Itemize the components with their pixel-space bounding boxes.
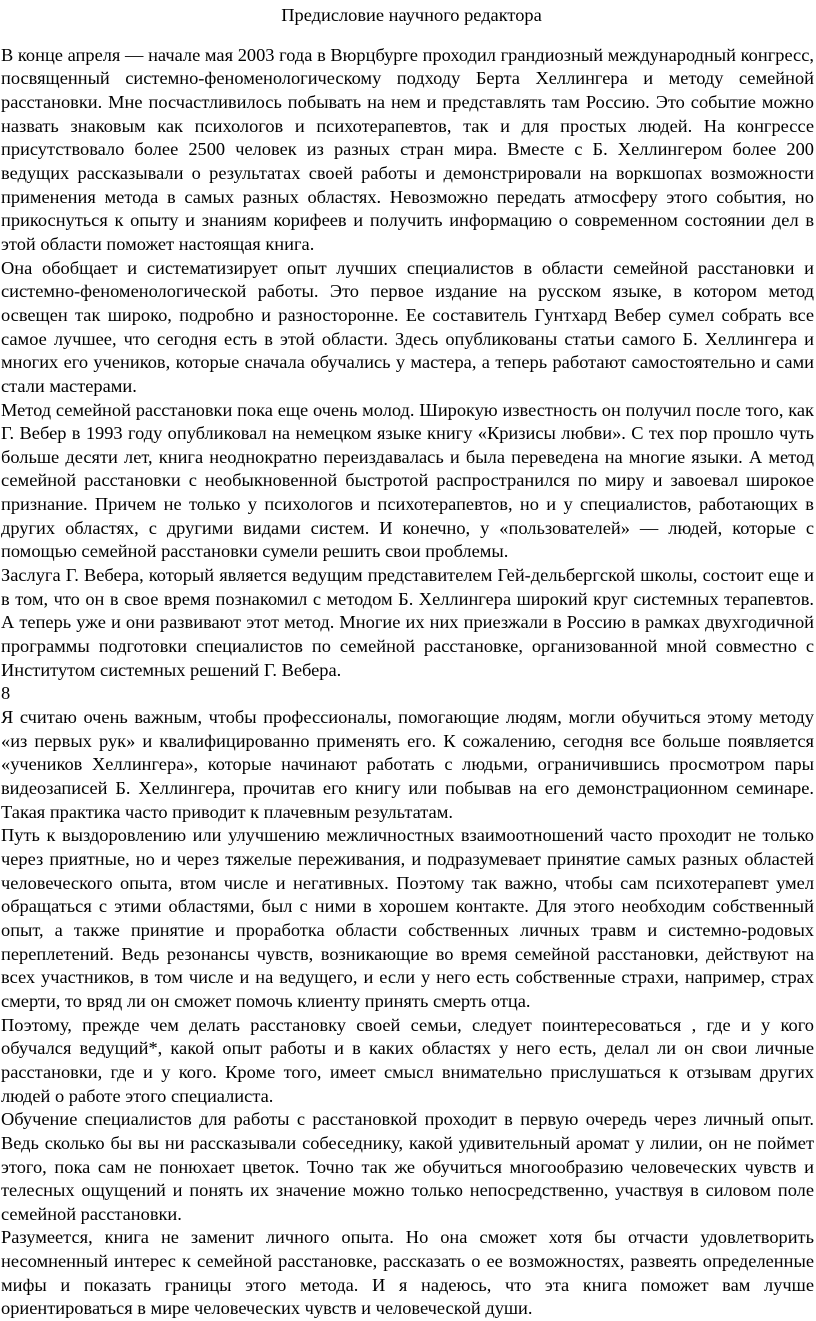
paragraph-2: Она обобщает и систематизирует опыт лучших специалистов в области семейной расстановки и системно-феноменологической работы. Это первое издание на русском языке, в котором метод освещен так широко, подробно и разносторонне. Ее составитель Гунтхард Вебер сумел собрать все самое лучшее, что сегодня есть в этой области. Здесь опубликованы статьи самого Б. Хеллингера и многих его учеников, которые сначала обучались у мастера, а теперь работают самостоятельно и сами стали мастерами. xyxy=(1,257,814,396)
paragraph-5: Я считаю очень важным, чтобы профессионалы, помогающие людям, могли обучиться этому методу «из первых рук» и квалифицированно применять его. К сожалению, сегодня все больше появляется «учеников Хеллингера», которые начинают работать с людьми, ограничившись просмотром пары видеозаписей Б. Хеллингера, прочитав его книгу или побывав на его демонстрационном семинаре. Такая практика часто приводит к плачевным результатам. xyxy=(1,707,814,822)
paragraph-4: Заслуга Г. Вебера, который является ведущим представителем Гей-дельбергской школы, состоит еще и в том, что он в свое время познакомил с методом Б. Хеллингера широкий круг системных терапевтов. А теперь уже и они развивают этот метод. Многие их них приезжали в Россию в рамках двухгодичной программы подготовки специалистов по семейной расстановке, организованной мной совместно с Институтом системных решений Г. Вебера. xyxy=(1,565,814,680)
paragraph-9: Разумеется, книга не заменит личного опыта. Но она сможет хотя бы отчасти удовлетворить несомненный интерес к семейной расстановке, рассказать о ее возможностях, развеять определенные мифы и показать границы этого метода. И я надеюсь, что эта книга поможет вам лучше ориентироваться в мире человеческих чувств и человеческой души. xyxy=(1,1227,814,1319)
page-number: 8 xyxy=(1,683,11,704)
document-page xyxy=(1,4,814,1321)
paragraph-6: Путь к выздоровлению или улучшению межличностных взаимоотношений часто проходит не только через приятные, но и через тяжелые переживания, и подразумевает принятие самых разных областей человеческого опыта, втом числе и негативных. Поэтому так важно, чтобы сам психотерапевт умел обращаться с этими областями, был с ними в хорошем контакте. Для этого необходим собственный опыт, а также принятие и проработка области собственных личных травм и системно-родовых переплетений. Ведь резонансы чувств, возникающие во время семейной расстановки, действуют на всех участников, в том числе и на ведущего, и если у него есть собственные страхи, например, страх смерти, то вряд ли он сможет помочь клиенту принять смерть отца. xyxy=(1,825,814,1011)
paragraph-8: Обучение специалистов для работы с расстановкой проходит в первую очередь через личный опыт. Ведь сколько бы вы ни рассказывали собеседнику, какой удивительный аромат у лилии, он не поймет этого, пока сам не понюхает цветок. Точно так же обучиться многообразию человеческих чувств и телесных ощущений и понять их значение можно только непосредственно, участвуя в силовом поле семейной расстановки. xyxy=(1,1109,814,1224)
paragraph-7: Поэтому, прежде чем делать расстановку своей семьи, следует поинтересоваться , где и у кого обучался ведущий*, какой опыт работы и в каких областях у него есть, делал ли он свои личные расстановки, где и у кого. Кроме того, имеет смысл внимательно прислушаться к отзывам других людей о работе этого специалиста. xyxy=(1,1014,814,1106)
document-title: Предисловие научного редактора xyxy=(281,5,542,25)
paragraph-3: Метод семейной расстановки пока еще очень молод. Широкую известность он получил после того, как Г. Вебер в 1993 году опубликовал на немецком языке книгу «Кризисы любви». С тех пор прошло чуть больше десяти лет, книга неоднократно переиздавалась и была переведена на многие языки. А метод семейной расстановки с необыкновенной быстротой распространился по миру и завоевал широкое признание. Причем не только у психологов и психотерапевтов, но и у специалистов, работающих в других областях, с другими видами систем. И конечно, у «пользователей» — людей, которые с помощью семейной расстановки сумели решить свои проблемы. xyxy=(1,399,814,562)
paragraph-1: В конце апреля — начале мая 2003 года в Вюрцбурге проходил грандиозный международный конгресс, посвященный системно-феноменологическому подходу Берта Хеллингера и методу семейной расстановки. Мне посчастливилось побывать на нем и представлять там Россию. Это событие можно назвать знаковым как психологов и психотерапевтов, так и для простых людей. На конгрессе присутствовало более 2500 человек из разных стран мира. Вместе с Б. Хеллингером более 200 ведущих рассказывали о результатах своей работы и демонстрировали на воркшопах возможности применения метода в самых разных областях. Невозможно передать атмосферу этого события, но прикоснуться к опыту и знаниям корифеев и получить информацию о современном состоянии дел в этой области поможет настоящая книга. xyxy=(1,44,814,254)
